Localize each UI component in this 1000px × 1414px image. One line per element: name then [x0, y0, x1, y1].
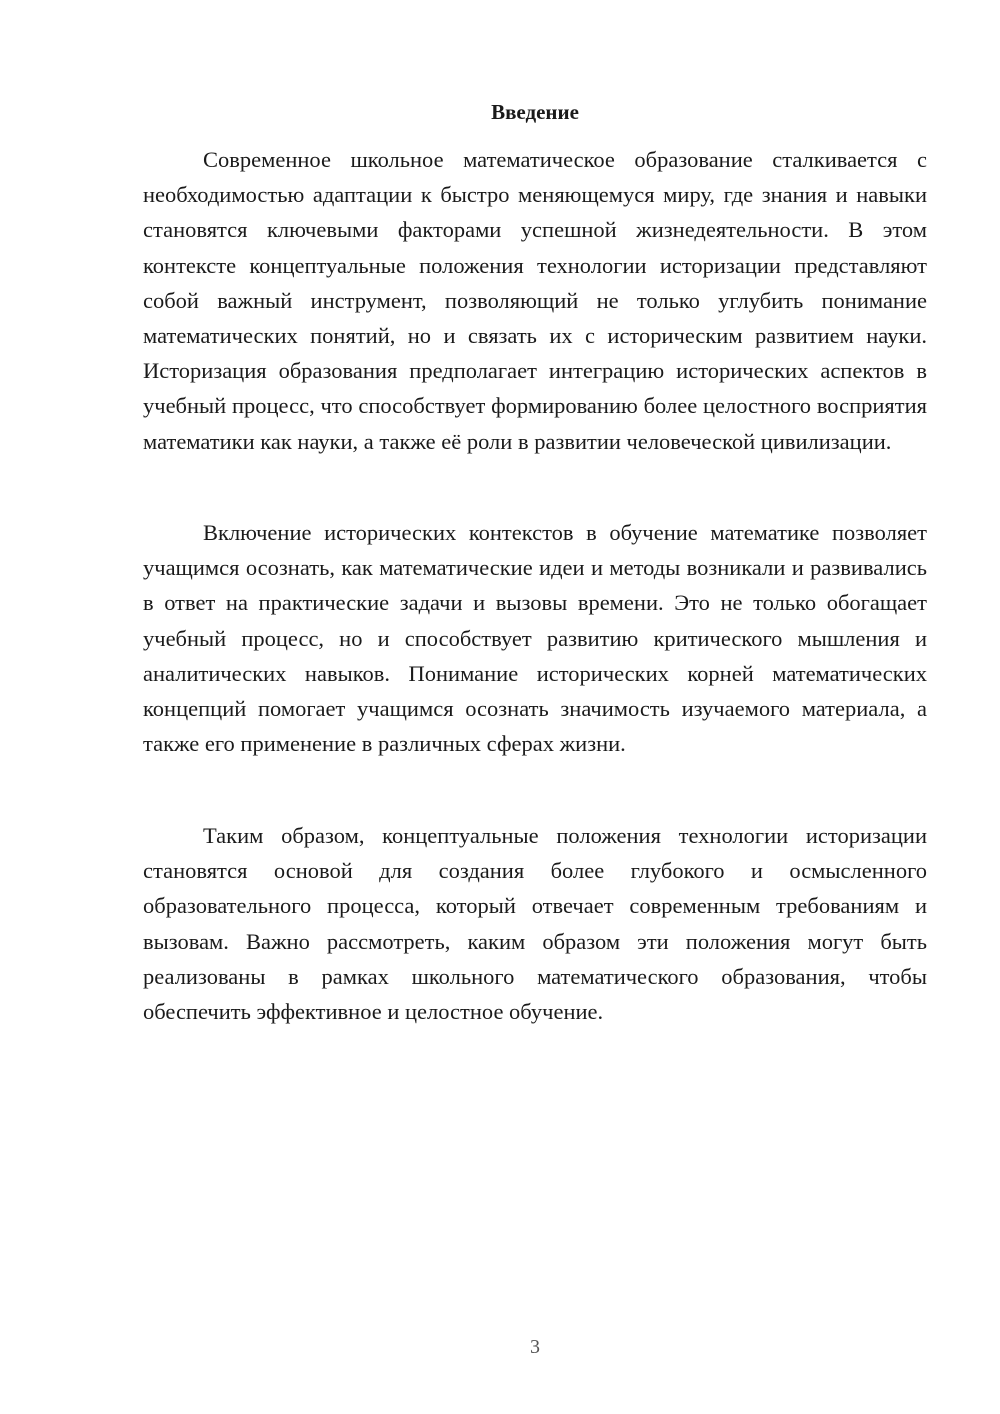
- paragraph-intro: Современное школьное математическое образование сталкивается с необходимостью адаптации к быстро меняющемуся миру, где знания и навыки становятся ключевыми факторами успешной жизнедеятельности. В этом контексте концептуальные положения технологии историзации представляют собой важный инструмент, позволяющий не только углубить понимание математических понятий, но и связать их с историческим развитием науки. Историзация образования предполагает интеграцию исторических аспектов в учебный процесс, что способствует формированию более целостного восприятия математики как науки, а также её роли в развитии человеческой цивилизации.: [143, 147, 927, 454]
- paragraph-historical-contexts: Включение исторических контекстов в обучение математике позволяет учащимся осознать, как математические идеи и методы возникали и развивались в ответ на практические задачи и вызовы времени. Это не только обогащает учебный процесс, но и способствует развитию критического мышления и аналитических навыков. Понимание исторических корней математических концепций помогает учащимся осознать значимость изучаемого материала, а также его применение в различных сферах жизни.: [143, 520, 927, 757]
- page-number: 3: [530, 1336, 540, 1358]
- paragraph-conclusion: Таким образом, концептуальные положения технологии историзации становятся основой для создания более глубокого и осмысленного образовательного процесса, который отвечает современным требованиям и вызовам. Важно рассмотреть, каким образом эти положения могут быть реализованы в рамках школьного математического образования, чтобы обеспечить эффективное и целостное обучение.: [143, 823, 927, 1025]
- page-title: Введение: [491, 100, 579, 124]
